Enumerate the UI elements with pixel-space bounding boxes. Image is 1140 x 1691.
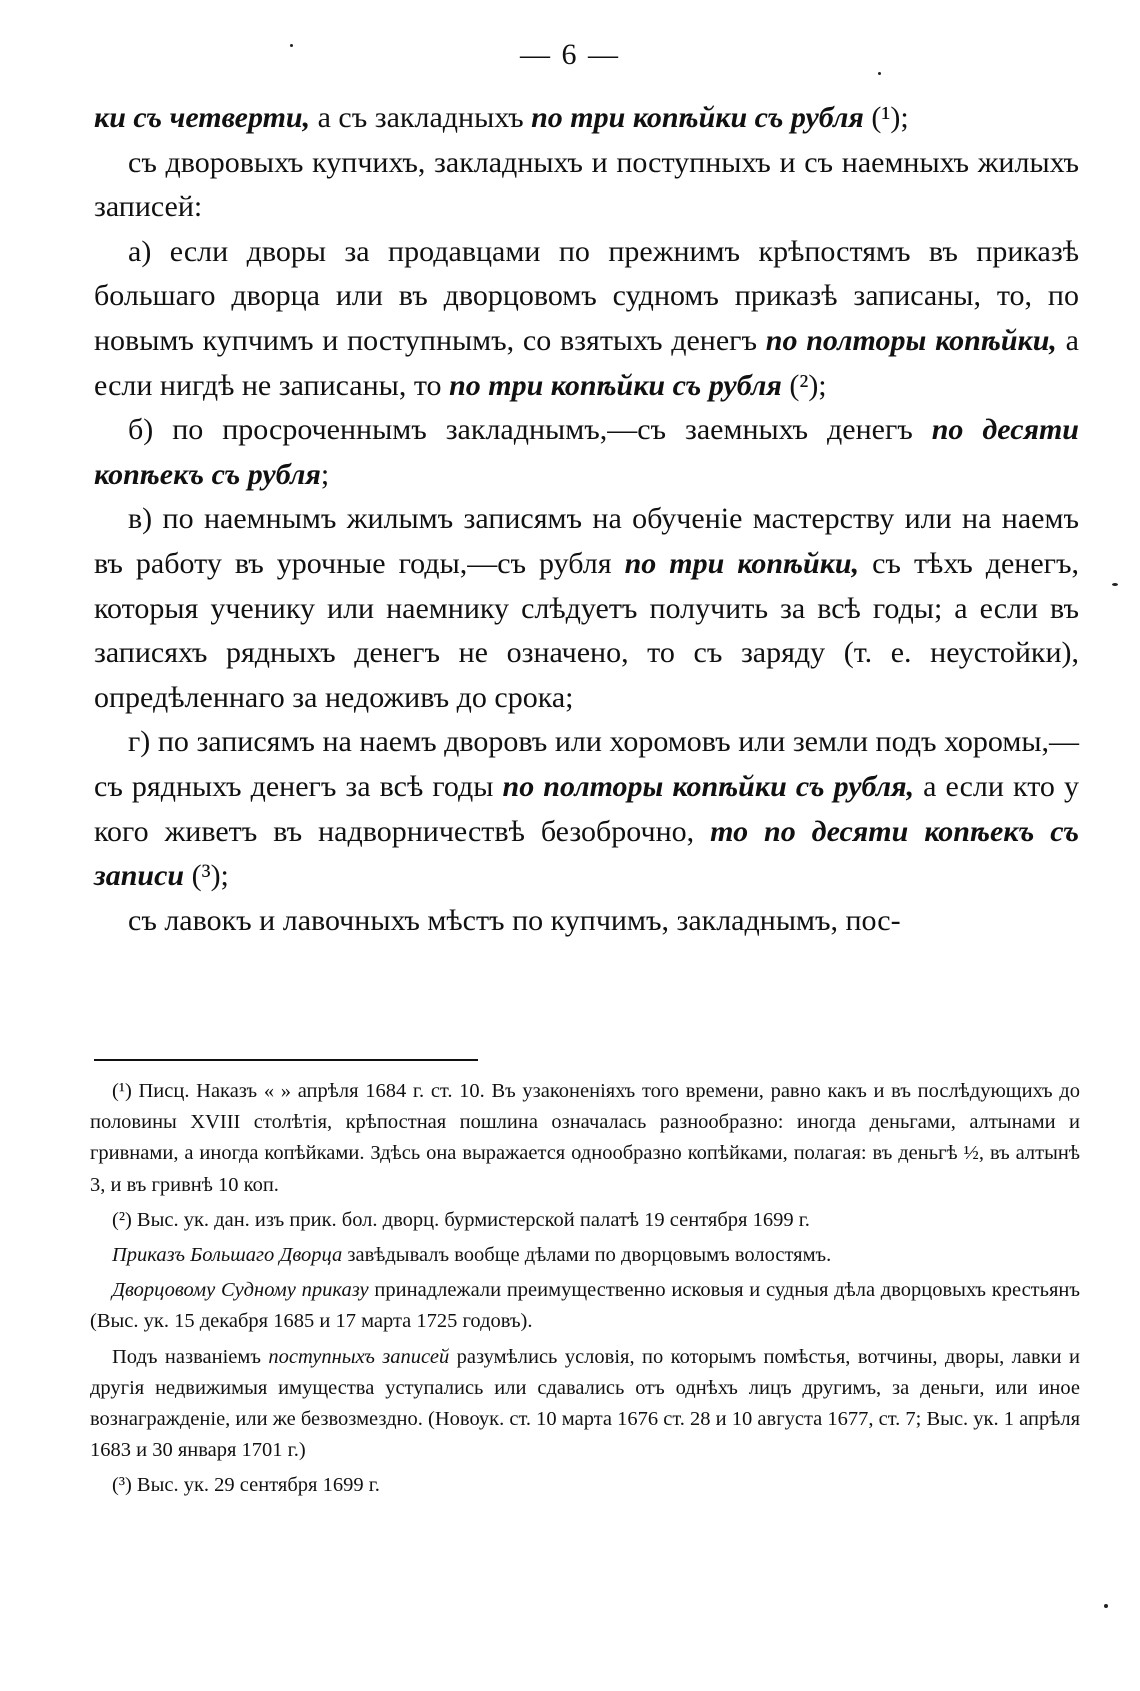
speck-mark [1112,583,1118,586]
footnote-ref: (¹); [863,101,909,134]
paragraph [94,720,1079,898]
text-run: г) по записямъ на наемъ дворовъ или хоромовъ или земли подъ хоромы,—съ рядныхъ денегъ за всѣ годы [94,725,1079,803]
text-run: ; [320,457,330,491]
italic-phrase: по три копѣйки съ рубля [449,368,782,402]
text-run: разумѣлись условія, по которымъ помѣстья, вотчины, дворы, лавки и другія недвижимыя имущества уступались или сдавались отъ однѣхъ лицъ другимъ, за деньги, или иное вознагражденіе, или же безвозмездно. (Новоук. ст. 10 марта 1676 ст. 28 и 10 августа 1677, ст. 7; Выс. ук. 1 апрѣля 1683 и 30 января 1701 г.) [90,1345,1080,1462]
footnote [90,1342,1080,1467]
text-run: а если кто у кого живетъ въ надворничествѣ безоброчно, [94,769,1079,848]
speck-mark [878,72,881,75]
italic-phrase: ки съ четверти, [94,101,311,134]
main-text [94,96,1079,943]
paragraph [94,96,1079,141]
speck-mark [290,44,293,47]
footnote: (¹) Писц. Наказъ « » апрѣля 1684 г. ст. 10. Въ узаконеніяхъ того времени, равно какъ и въ послѣдующихъ до половины XVIII столѣтія, крѣпостная пошлина означалась разнообразно: иногда деньгами, алтынами и гривнами, а иногда копѣйками. Здѣсь она выражается однообразно копѣйками, полагая: въ деньгѣ ½, въ алтынѣ 3, и въ гривнѣ 10 коп. [90,1080,1080,1196]
text-run: принадлежали преимущественно исковыя и судныя дѣла дворцовыхъ крестьянъ (Выс. ук. 15 декабря 1685 и 17 марта 1725 годовъ). [90,1279,1080,1333]
text-run: завѣдывалъ вообще дѣлами по дворцовымъ волостямъ. [342,1244,832,1267]
italic-phrase: то по десяти копѣекъ съ записи [94,814,1079,893]
text-run: Подъ названіемъ [112,1345,269,1368]
footnote [90,1240,1080,1271]
italic-phrase: по десяти копѣекъ съ рубля [94,413,1079,491]
paragraph [94,408,1079,497]
page-number: — 6 — [520,38,620,71]
text-run: съ тѣхъ денегъ, которыя ученику или наемнику слѣдуетъ получить за всѣ годы; а если въ записяхъ рядныхъ денегъ не означено, то съ заряду (т. е. неустойки), опредѣленнаго за недоживъ до срока; [94,546,1079,714]
paragraph [94,230,1079,408]
footnote-ref: (²); [781,368,827,402]
footnote: (³) Выс. ук. 29 сентября 1699 г. [112,1474,380,1497]
footnotes [90,1076,1080,1506]
text-run: а съ закладныхъ [310,101,532,134]
text-run: съ дворовыхъ купчихъ, закладныхъ и поступныхъ и съ наемныхъ жилыхъ записей: [94,145,1079,224]
footnote: (²) Выс. ук. дан. изъ прик. бол. дворц. бурмистерской палатѣ 19 сентября 1699 г. [112,1208,810,1231]
italic-phrase: Приказъ Большаго Дворца [112,1244,343,1267]
footnote [90,1275,1080,1337]
paragraph [94,141,1079,230]
speck-mark [1104,1604,1108,1608]
text-run: съ лавокъ и лавочныхъ мѣстъ по купчимъ, закладнымъ, пос- [128,903,901,937]
text-run: б) по просроченнымъ закладнымъ,—съ заемныхъ денегъ [128,413,932,447]
text-run: в) по наемнымъ жилымъ записямъ на обученіе мастерству или на наемъ въ работу въ урочные годы,—съ рубля [94,502,1079,580]
italic-phrase: по три копѣйки съ рубля [531,101,864,134]
italic-phrase: по три копѣйки, [624,546,860,580]
italic-phrase: поступныхъ записей [268,1345,450,1368]
italic-phrase: по полторы копѣйки, [765,323,1057,357]
text-run: а) если дворы за продавцами по прежнимъ крѣпостямъ въ приказѣ большаго дворца или въ дворцовомъ судномъ приказѣ записаны, то, по новымъ купчимъ и поступнымъ, со взятыхъ денегъ [94,234,1079,357]
footnote-ref: (³); [184,859,229,893]
paragraph [94,899,1079,944]
italic-phrase: Дворцовому Судному приказу [112,1279,369,1302]
footnote-divider [94,1059,478,1061]
paragraph [94,497,1079,720]
italic-phrase: по полторы копѣйки съ рубля, [502,769,915,803]
text-run: а если нигдѣ не записаны, то [94,323,1079,402]
